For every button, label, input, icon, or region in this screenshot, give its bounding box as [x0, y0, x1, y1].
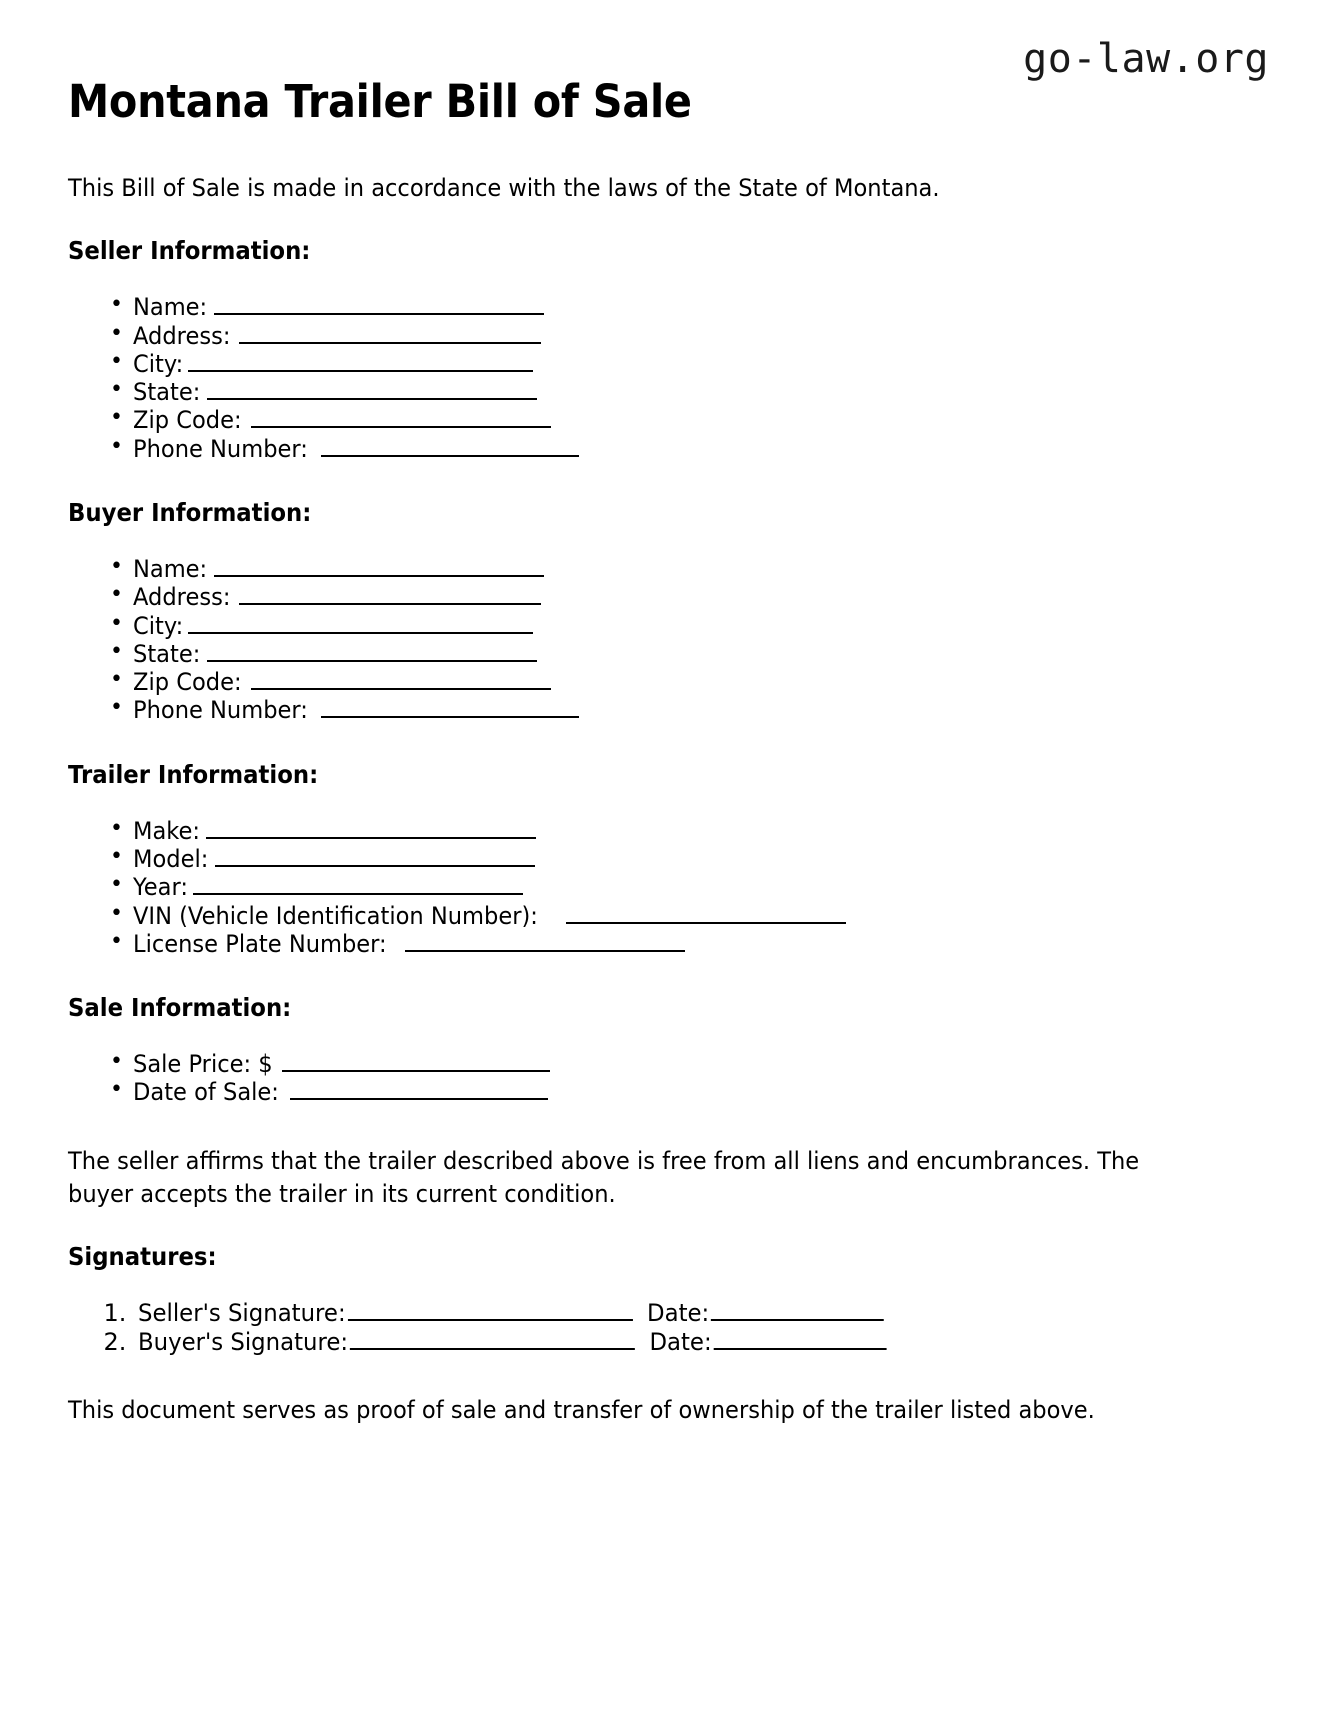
section-heading-trailer: Trailer Information: [68, 759, 319, 789]
site-watermark: go-law.org [1023, 36, 1269, 82]
sale-field-label: Date of Sale: [133, 1078, 279, 1107]
seller-field-blank[interactable] [321, 435, 579, 457]
document-content [68, 74, 1188, 1427]
list-item [110, 583, 1188, 611]
section-heading-sale: Sale Information: [68, 993, 292, 1023]
seller-field-blank[interactable] [251, 407, 551, 429]
seller-field-label: State: [133, 378, 201, 407]
page-title: Montana Trailer Bill of Sale [68, 75, 692, 128]
list-item [110, 930, 1188, 958]
trailer-field-label: License Plate Number: [133, 929, 387, 958]
seller-field-label: Name: [133, 293, 208, 322]
trailer-field-blank[interactable] [566, 902, 846, 924]
affirmation-paragraph: The seller affirms that the trailer described above is free from all liens and encumbrances. The buyer accepts the trailer in its current condition. [68, 1146, 1140, 1208]
list-item [110, 696, 1188, 724]
buyer-field-blank[interactable] [188, 612, 533, 634]
seller-field-list [68, 293, 1188, 463]
signature-blank[interactable] [348, 1299, 633, 1321]
signature-date-label: Date: [649, 1327, 712, 1356]
seller-field-blank[interactable] [188, 350, 533, 372]
buyer-field-blank[interactable] [207, 640, 537, 662]
signature-row-content [138, 1328, 886, 1357]
list-item [110, 668, 1188, 696]
sale-field-list [68, 1050, 1188, 1107]
list-item [110, 817, 1188, 845]
list-item [110, 1050, 1188, 1078]
seller-field-blank[interactable] [207, 378, 537, 400]
list-item [110, 293, 1188, 321]
section-heading-signatures: Signatures: [68, 1241, 217, 1271]
trailer-field-blank[interactable] [405, 930, 685, 952]
signature-label: Seller's Signature: [138, 1298, 346, 1327]
list-item [110, 406, 1188, 434]
section-heading-buyer: Buyer Information: [68, 498, 312, 528]
buyer-field-blank[interactable] [214, 555, 544, 577]
trailer-field-label: Model: [133, 844, 209, 873]
buyer-field-label: Name: [133, 554, 208, 583]
buyer-field-blank[interactable] [239, 584, 541, 606]
list-item [110, 350, 1188, 378]
seller-field-label: Address: [133, 321, 231, 350]
buyer-field-list [68, 555, 1188, 725]
seller-field-label: Phone Number: [133, 434, 308, 463]
seller-field-label: Zip Code: [133, 406, 242, 435]
list-item [110, 555, 1188, 583]
buyer-field-label: State: [133, 639, 201, 668]
signature-row [134, 1299, 1188, 1328]
section-heading-seller: Seller Information: [68, 236, 311, 266]
signature-date-blank[interactable] [711, 1299, 884, 1321]
list-item [110, 378, 1188, 406]
signature-date-blank[interactable] [714, 1328, 887, 1350]
signature-list [68, 1299, 1188, 1357]
signature-gap [635, 1328, 650, 1356]
closing-paragraph: This document serves as proof of sale and transfer of ownership of the trailer listed above. [68, 1396, 1095, 1425]
seller-field-label: City: [133, 349, 184, 378]
list-item [110, 902, 1188, 930]
trailer-field-label: Make: [133, 816, 201, 845]
trailer-field-blank[interactable] [206, 817, 536, 839]
intro-paragraph: This Bill of Sale is made in accordance with the laws of the State of Montana. [68, 174, 940, 203]
buyer-field-label: Address: [133, 583, 231, 612]
list-item [110, 612, 1188, 640]
trailer-field-label: VIN (Vehicle Identification Number): [133, 901, 538, 930]
seller-field-blank[interactable] [239, 322, 541, 344]
signature-label: Buyer's Signature: [138, 1327, 349, 1356]
list-item [110, 640, 1188, 668]
list-item [110, 1078, 1188, 1106]
list-item [110, 845, 1188, 873]
signature-row [134, 1328, 1188, 1357]
list-item [110, 322, 1188, 350]
list-item [110, 873, 1188, 901]
trailer-field-blank[interactable] [193, 874, 523, 896]
buyer-field-label: City: [133, 611, 184, 640]
buyer-field-label: Phone Number: [133, 696, 308, 725]
buyer-field-label: Zip Code: [133, 668, 242, 697]
sale-field-blank[interactable] [290, 1079, 548, 1101]
sale-field-blank[interactable] [282, 1050, 550, 1072]
trailer-field-label: Year: [133, 873, 188, 902]
signature-gap [633, 1299, 648, 1327]
trailer-field-blank[interactable] [215, 845, 535, 867]
trailer-field-list [68, 817, 1188, 959]
buyer-field-blank[interactable] [321, 697, 579, 719]
seller-field-blank[interactable] [214, 294, 544, 316]
list-item [110, 435, 1188, 463]
signature-row-content [138, 1299, 884, 1328]
signature-date-label: Date: [647, 1298, 710, 1327]
signature-blank[interactable] [350, 1328, 635, 1350]
buyer-field-blank[interactable] [251, 669, 551, 691]
sale-field-label: Sale Price: $ [133, 1050, 273, 1079]
